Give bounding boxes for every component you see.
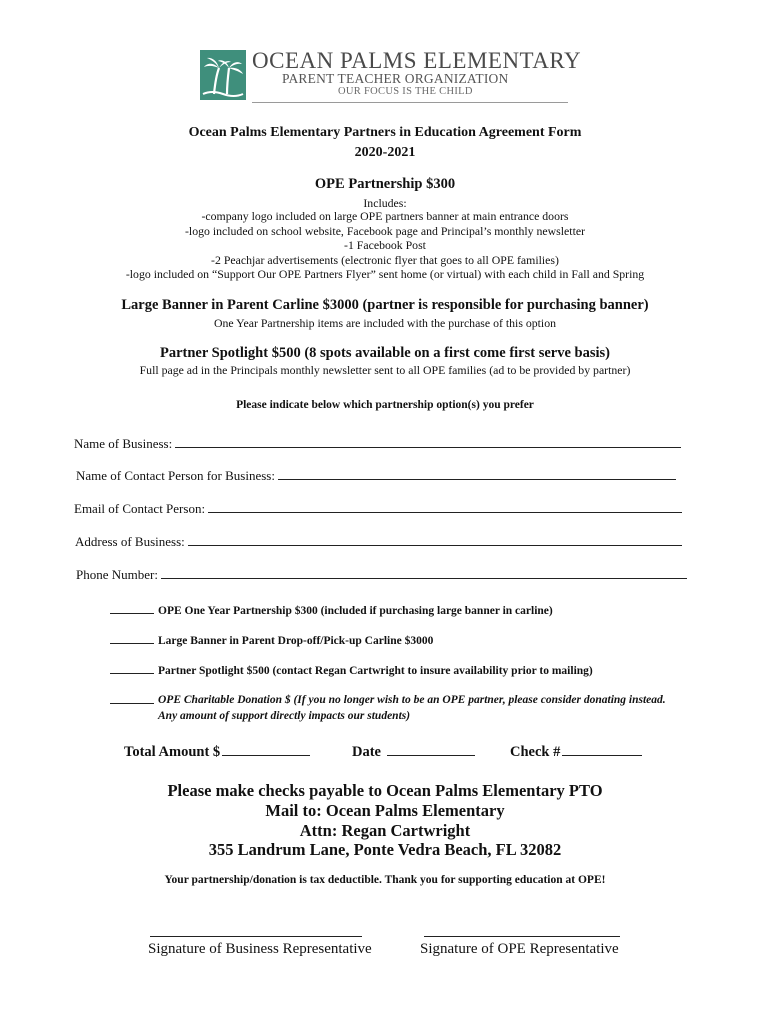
phone-label: Phone Number: [76,567,158,582]
option-blank[interactable] [110,662,154,674]
contact-name-label: Name of Contact Person for Business: [76,468,275,483]
school-logo [196,48,582,106]
total-amount-label: Total Amount $ [124,744,221,760]
form-year: 2020-2021 [354,145,416,160]
includes-item: -logo included on school website, Facebook page and Principal’s monthly newsletter [184,224,586,238]
tax-note: Your partnership/donation is tax deductible. Thank you for supporting education at OPE! [164,874,606,886]
option-blank[interactable] [110,632,154,644]
option-one-year[interactable] [110,602,710,619]
ope-signature-label: Signature of OPE Representative [420,941,619,957]
mail-to-text: Mail to: Ocean Palms Elementary [265,801,505,820]
contact-name-field[interactable] [76,467,698,484]
business-name-label: Name of Business: [74,436,173,451]
partnership-heading: OPE Partnership $300 [314,176,456,192]
option-label: Partner Spotlight $500 (contact Regan Cartwright to insure availability prior to mailing) [158,665,593,677]
business-signature-line[interactable] [150,936,362,937]
check-field[interactable] [510,742,642,761]
business-address-field[interactable] [75,533,697,550]
option-label: OPE Charitable Donation $ (If you no longer wish to be an OPE partner, please consider donating instead. Any amount of support directly impacts our students) [158,694,666,722]
option-label: Large Banner in Parent Drop-off/Pick-up Carline $3000 [158,635,434,647]
business-name-input[interactable] [175,435,681,448]
includes-item: -1 Facebook Post [344,238,426,252]
business-address-label: Address of Business: [75,534,185,549]
palm-tree-icon [200,50,246,100]
logo-tagline: OUR FOCUS IS THE CHILD [338,86,473,97]
check-label: Check # [510,744,561,760]
option-donation[interactable] [110,692,710,724]
banner-note: One Year Partnership items are included with the purchase of this option [213,316,557,330]
spotlight-note: Full page ad in the Principals monthly newsletter sent to all OPE families (ad to be provided by partner) [139,363,631,377]
instruction-text: Please indicate below which partnership option(s) you prefer [236,399,534,411]
business-name-field[interactable] [74,435,696,452]
contact-email-label: Email of Contact Person: [74,501,206,516]
option-spotlight[interactable] [110,662,710,679]
contact-name-input[interactable] [278,467,676,480]
option-label: OPE One Year Partnership $300 (included if purchasing large banner in carline) [158,605,553,617]
business-address-input[interactable] [188,533,682,546]
logo-subtitle: PARENT TEACHER ORGANIZATION [282,71,509,86]
includes-item: -2 Peachjar advertisements (electronic flyer that goes to all OPE families) [211,253,559,267]
total-amount-field[interactable] [124,742,310,761]
date-field[interactable] [352,742,475,761]
includes-item: -logo included on “Support Our OPE Partners Flyer” sent home (or virtual) with each child in Fall and Spring [125,267,645,281]
logo-divider [252,102,568,103]
includes-label: Includes: [363,196,407,210]
phone-field[interactable] [76,566,698,583]
contact-email-input[interactable] [208,500,682,513]
check-input[interactable] [562,742,642,756]
option-blank[interactable] [110,602,154,614]
attn-text: Attn: Regan Cartwright [299,821,471,840]
form-title: Ocean Palms Elementary Partners in Education Agreement Form [188,125,582,140]
banner-heading: Large Banner in Parent Carline $3000 (partner is responsible for purchasing banner) [121,297,649,313]
option-blank[interactable] [110,692,154,704]
business-signature-label: Signature of Business Representative [148,941,372,957]
payable-text: Please make checks payable to Ocean Palms Elementary PTO [167,781,603,800]
total-amount-input[interactable] [222,742,310,756]
option-large-banner[interactable] [110,632,710,649]
date-label: Date [352,744,381,760]
contact-email-field[interactable] [74,500,696,517]
includes-item: -company logo included on large OPE partners banner at main entrance doors [201,209,569,223]
ope-signature-line[interactable] [424,936,620,937]
mailing-address: 355 Landrum Lane, Ponte Vedra Beach, FL 32082 [208,840,562,859]
phone-input[interactable] [161,566,687,579]
spotlight-heading: Partner Spotlight $500 (8 spots available on a first come first serve basis) [160,345,610,361]
date-input[interactable] [387,742,475,756]
logo-school-name: OCEAN PALMS ELEMENTARY [252,48,582,73]
